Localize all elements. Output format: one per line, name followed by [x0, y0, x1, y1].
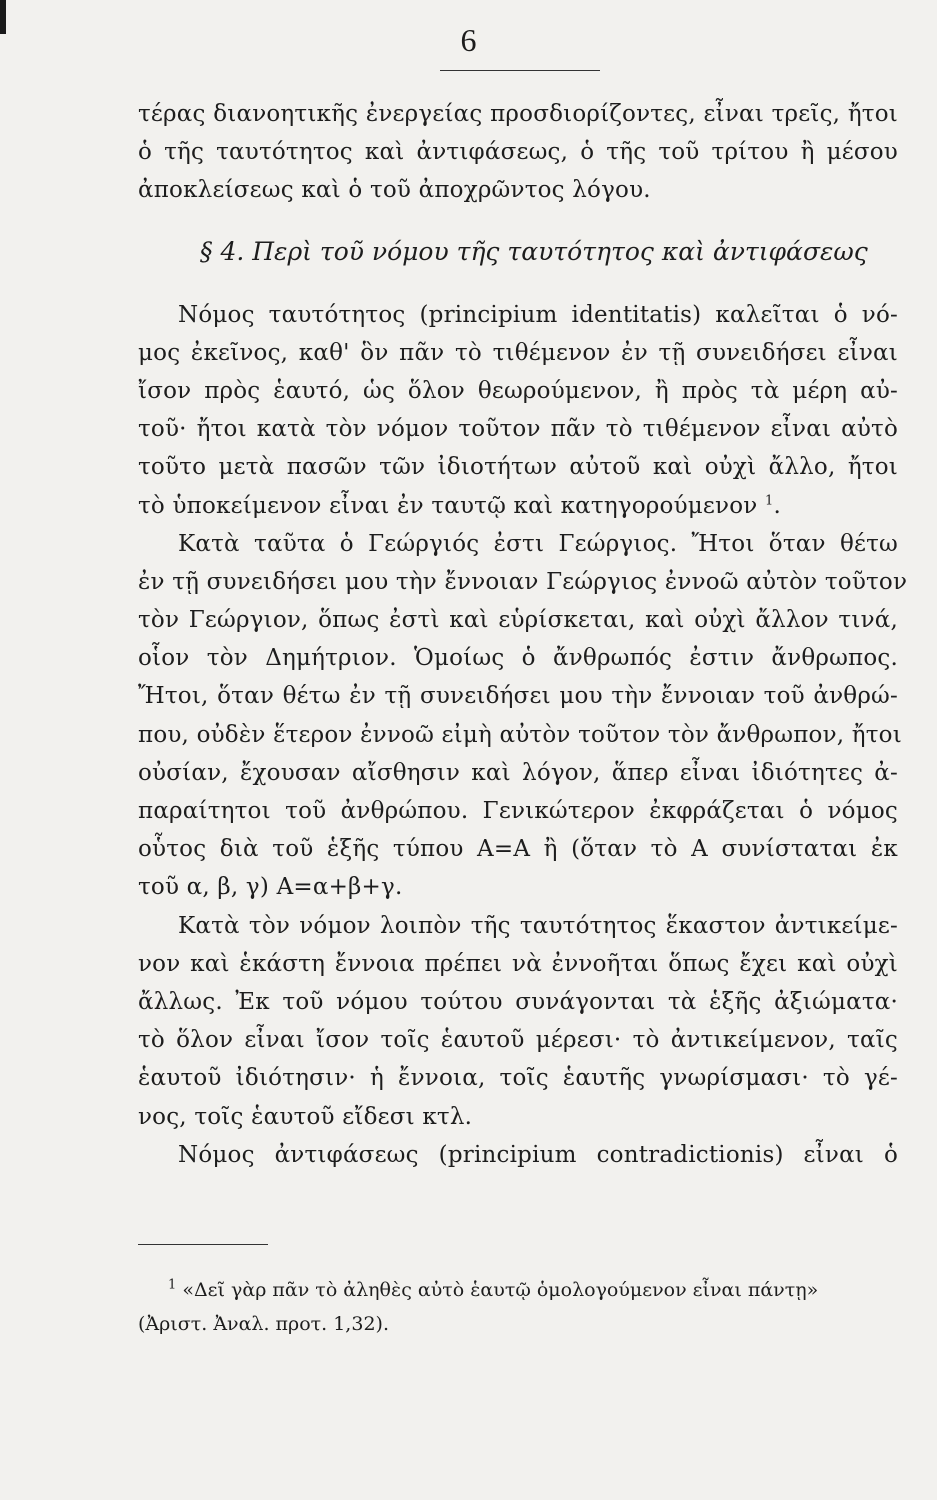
text-line: παραίτητοι τοῦ ἀνθρώπου. Γενικώτερον ἐκφράζεται ὁ νόμος: [138, 798, 898, 824]
text-line: Νόμος ἀντιφάσεως (principium contradictionis) εἶναι ὁ: [178, 1141, 898, 1168]
text-line: μος ἐκεῖνος, καθ' ὃν πᾶν τὸ τιθέμενον ἐν τῇ συνειδήσει εἶναι: [138, 339, 898, 366]
footnote-text: «Δεῖ γὰρ πᾶν τὸ ἀληθὲς αὐτὸ ἑαυτῷ ὁμολογούμενον εἶναι πάντῃ»: [182, 1279, 819, 1301]
text-line: τὸν Γεώργιον, ὅπως ἐστὶ καὶ εὑρίσκεται, καὶ οὐχὶ ἄλλον τινά,: [138, 607, 898, 634]
footnote-reference: 1: [764, 492, 774, 508]
text-line: νος, τοῖς ἑαυτοῦ εἴδεσι κτλ.: [138, 1103, 473, 1130]
text-line: νον καὶ ἑκάστη ἔννοια πρέπει νὰ ἐννοῆται ὅπως ἔχει καὶ οὐχὶ: [138, 950, 898, 977]
section-heading-text: § 4. Περὶ τοῦ νόμου τῆς ταυτότητος καὶ ἀντιφάσεως: [200, 236, 868, 266]
footnote-text: (Ἀριστ. Ἀναλ. προτ. 1,32).: [138, 1313, 389, 1335]
page-number: 6: [460, 22, 477, 58]
text-line: Κατὰ ταῦτα ὁ Γεώργιός ἐστι Γεώργιος. Ἤτοι ὅταν θέτω: [178, 530, 898, 557]
section-heading: [138, 232, 898, 272]
text-line: ἴσον πρὸς ἑαυτό, ὡς ὅλον θεωρούμενον, ἢ πρὸς τὰ μέρη αὐ-: [138, 377, 898, 404]
text-line: οἷον τὸν Δημήτριον. Ὁμοίως ὁ ἄνθρωπός ἐστιν ἄνθρωπος.: [138, 645, 898, 672]
main-text: [138, 95, 908, 1174]
footnote-mark: 1: [168, 1277, 177, 1293]
text-line: ἑαυτοῦ ἰδιότησιν· ἡ ἔννοια, τοῖς ἑαυτῆς γνωρίσμασι· τὸ γέ-: [138, 1065, 898, 1092]
text-line: τέρας διανοητικῆς ἐνεργείας προσδιορίζοντες, εἶναι τρεῖς, ἤτοι: [138, 101, 898, 127]
text-line: ὁ τῆς ταυτότητος καὶ ἀντιφάσεως, ὁ τῆς τοῦ τρίτου ἢ μέσου: [138, 139, 898, 166]
text-line: οὐσίαν, ἔχουσαν αἴσθησιν καὶ λόγον, ἅπερ εἶναι ἰδιότητες ἀ-: [138, 759, 898, 786]
text-line: Νόμος ταυτότητος (principium identitatis) καλεῖται ὁ νό-: [178, 301, 898, 328]
footnote: [138, 1273, 900, 1307]
text-line: τοῦ· ἤτοι κατὰ τὸν νόμον τοῦτον πᾶν τὸ τιθέμενον εἶναι αὐτὸ: [138, 416, 898, 443]
text-line: τὸ ὅλον εἶναι ἴσον τοῖς ἑαυτοῦ μέρεσι· τὸ ἀντικείμενον, ταῖς: [138, 1027, 898, 1054]
footnotes: [138, 1273, 900, 1341]
text-line: ἀποκλείσεως καὶ ὁ τοῦ ἀποχρῶντος λόγου.: [138, 177, 651, 204]
text-line: ἄλλως. Ἐκ τοῦ νόμου τούτου συνάγονται τὰ ἑξῆς ἀξιώματα·: [138, 988, 898, 1015]
text-line-with-footnote: [138, 487, 898, 525]
text-line: τοῦτο μετὰ πασῶν τῶν ἰδιοτήτων αὐτοῦ καὶ οὐχὶ ἄλλο, ἤτοι: [138, 454, 898, 481]
footnote-rule: [138, 1244, 268, 1245]
text-line: Ἤτοι, ὅταν θέτω ἐν τῇ συνειδήσει μου τὴν ἔννοιαν τοῦ ἀνθρώ-: [138, 683, 898, 710]
text-fragment: τὸ ὑποκείμενον εἶναι ἐν ταυτῷ καὶ κατηγορούμενον: [138, 492, 758, 519]
header-rule: [440, 70, 600, 71]
text-line: τοῦ α, β, γ) Α=α+β+γ.: [138, 874, 403, 901]
text-line: ἐν τῇ συνειδήσει μου τὴν ἔννοιαν Γεώργιος ἐννοῶ αὐτὸν τοῦτον: [138, 568, 908, 595]
text-line: Κατὰ τὸν νόμον λοιπὸν τῆς ταυτότητος ἕκαστον ἀντικείμε-: [178, 912, 898, 939]
text-line: οὗτος διὰ τοῦ ἑξῆς τύπου Α=Α ἢ (ὅταν τὸ Α συνίσταται ἐκ: [138, 836, 898, 863]
text-line: που, οὐδὲν ἕτερον ἐννοῶ εἰμὴ αὐτὸν τοῦτον τὸν ἄνθρωπον, ἤτοι: [138, 721, 902, 748]
text-fragment: .: [773, 492, 781, 519]
